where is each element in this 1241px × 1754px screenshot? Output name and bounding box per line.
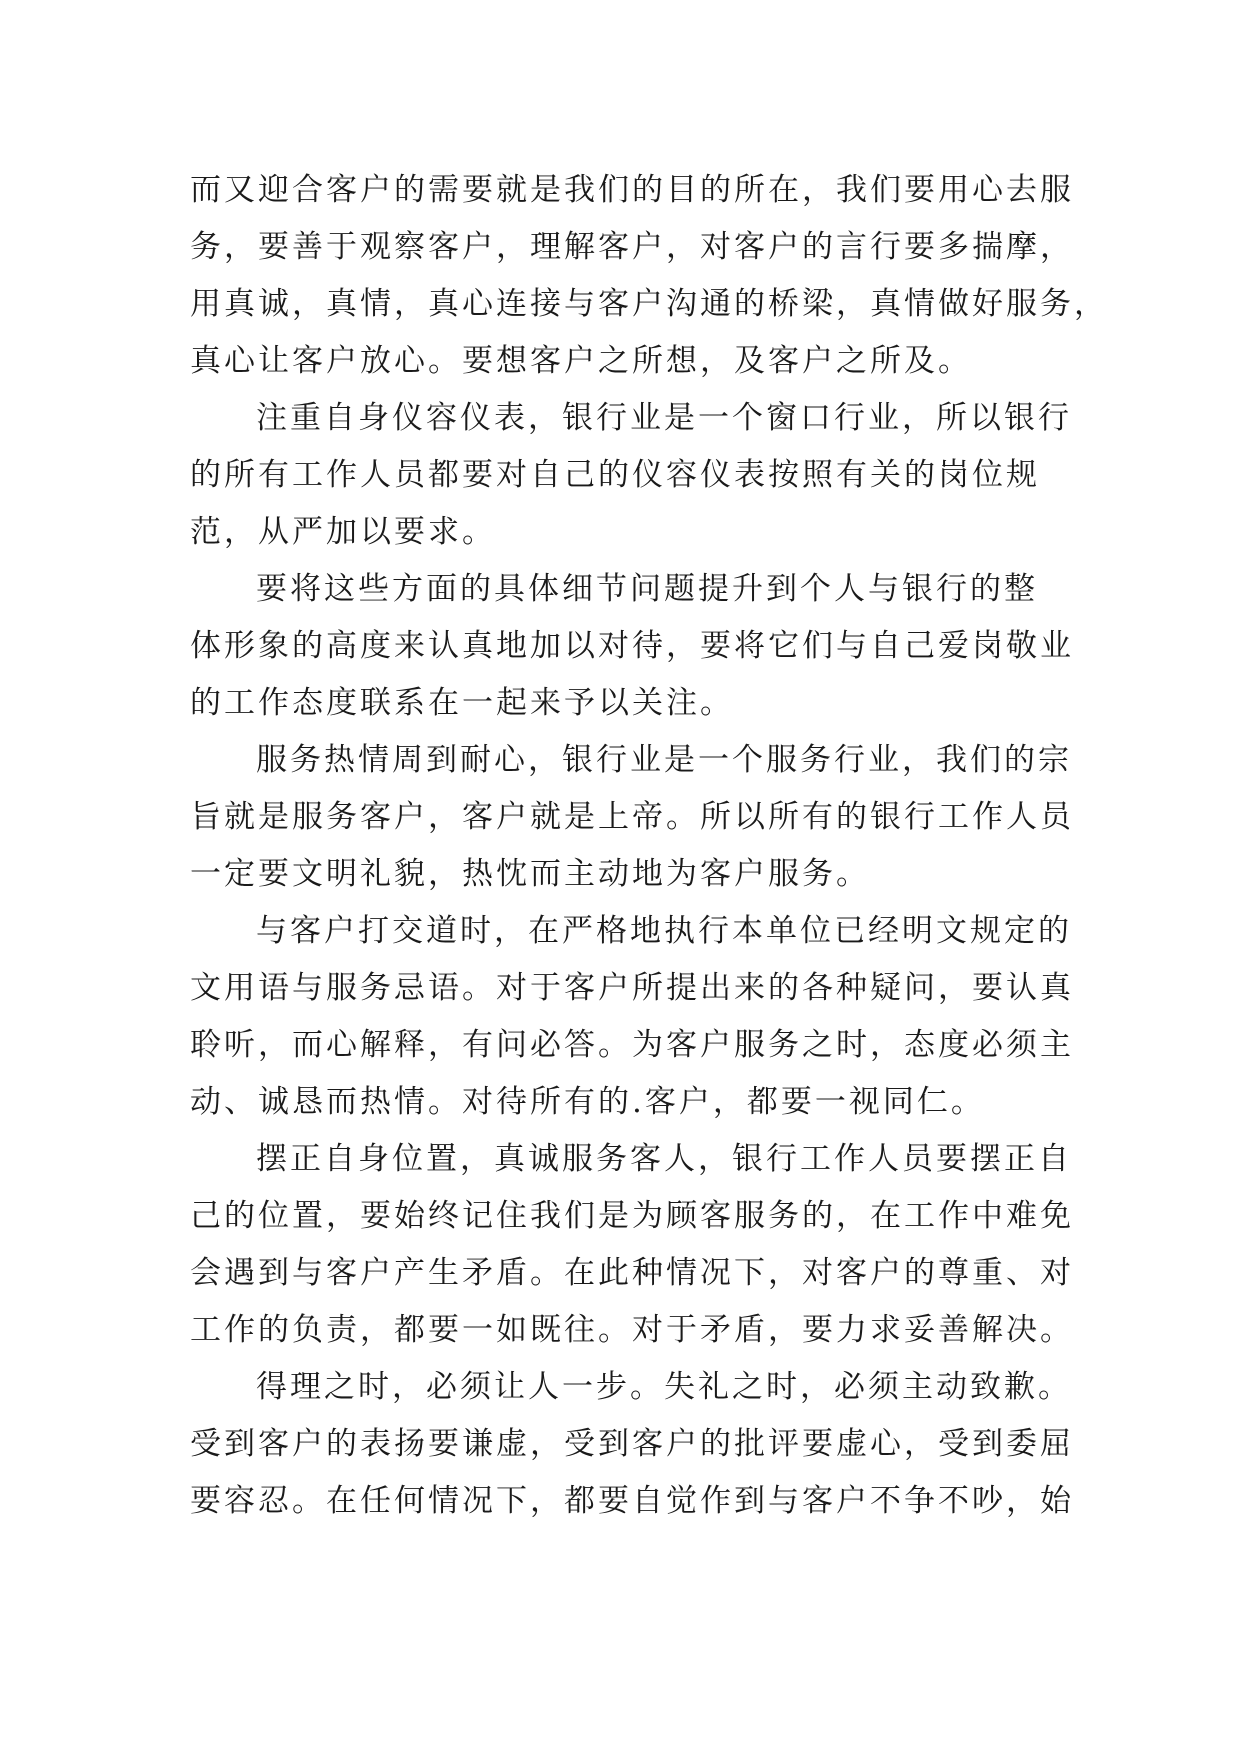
text-line: 聆听，而心解释，有问必答。为客户服务之时，态度必须主 xyxy=(190,1027,1074,1063)
text-line: 范，从严加以要求。 xyxy=(190,514,496,550)
text-line: 工作的负责，都要一如既往。对于矛盾，要力求妥善解决。 xyxy=(190,1312,1074,1348)
text-line: 用真诚，真情，真心连接与客户沟通的桥梁，真情做好服务， xyxy=(190,286,1108,322)
text-line: 而又迎合客户的需要就是我们的目的所在，我们要用心去服 xyxy=(190,172,1074,208)
text-line: 真心让客户放心。要想客户之所想，及客户之所及。 xyxy=(190,343,972,379)
paragraph-first-line: 摆正自身位置，真诚服务客人，银行工作人员要摆正自 xyxy=(256,1141,1072,1177)
text-line: 的所有工作人员都要对自己的仪容仪表按照有关的岗位规 xyxy=(190,457,1040,493)
document-body xyxy=(190,162,1108,1530)
text-line: 一定要文明礼貌，热忱而主动地为客户服务。 xyxy=(190,856,870,892)
text-line: 动、诚恳而热情。对待所有的.客户，都要一视同仁。 xyxy=(190,1084,985,1120)
text-line: 文用语与服务忌语。对于客户所提出来的各种疑问，要认真 xyxy=(190,970,1074,1006)
text-line: 己的位置，要始终记住我们是为顾客服务的，在工作中难免 xyxy=(190,1198,1074,1234)
paragraph-first-line: 要将这些方面的具体细节问题提升到个人与银行的整 xyxy=(256,571,1038,607)
text-line: 受到客户的表扬要谦虚，受到客户的批评要虚心，受到委屈 xyxy=(190,1426,1074,1462)
text-line: 旨就是服务客户，客户就是上帝。所以所有的银行工作人员 xyxy=(190,799,1074,835)
text-line: 的工作态度联系在一起来予以关注。 xyxy=(190,685,734,721)
paragraph-first-line: 得理之时，必须让人一步。失礼之时，必须主动致歉。 xyxy=(256,1369,1072,1405)
text-line: 务，要善于观察客户，理解客户，对客户的言行要多揣摩， xyxy=(190,229,1074,265)
paragraph-first-line: 与客户打交道时，在严格地执行本单位已经明文规定的 xyxy=(256,913,1072,949)
paragraph-first-line: 注重自身仪容仪表，银行业是一个窗口行业，所以银行 xyxy=(256,400,1072,436)
paragraph-first-line: 服务热情周到耐心，银行业是一个服务行业，我们的宗 xyxy=(256,742,1072,778)
text-line: 要容忍。在任何情况下，都要自觉作到与客户不争不吵，始 xyxy=(190,1483,1074,1519)
text-line: 体形象的高度来认真地加以对待，要将它们与自己爱岗敬业 xyxy=(190,628,1074,664)
text-line: 会遇到与客户产生矛盾。在此种情况下，对客户的尊重、对 xyxy=(190,1255,1074,1291)
